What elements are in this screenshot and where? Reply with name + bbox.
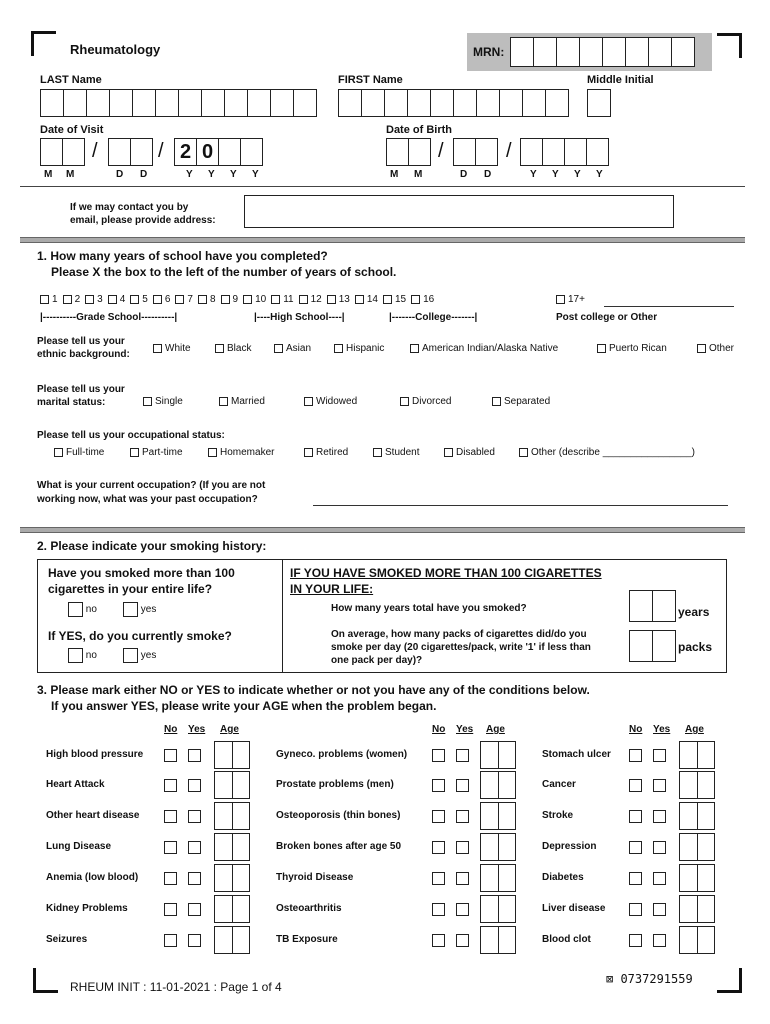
high-school-label: |----High School----| — [254, 312, 345, 323]
condition-yes-checkbox[interactable] — [456, 749, 469, 762]
condition-header-yes: Yes — [456, 724, 474, 735]
condition-yes-checkbox[interactable] — [188, 779, 201, 792]
condition-no-checkbox[interactable] — [164, 779, 177, 792]
condition-header-age: Age — [486, 724, 505, 735]
school-year-option[interactable]: 5 — [130, 294, 148, 305]
condition-no-checkbox[interactable] — [432, 903, 445, 916]
condition-age-field[interactable] — [480, 771, 516, 799]
birth-day-field[interactable] — [453, 138, 497, 166]
condition-label: Anemia (low blood) — [46, 872, 139, 883]
condition-label: Other heart disease — [46, 810, 140, 821]
condition-label: Gyneco. problems (women) — [276, 749, 408, 760]
corner-mark-bottom-left — [33, 968, 58, 993]
condition-no-checkbox[interactable] — [432, 934, 445, 947]
school-year-option[interactable]: 3 — [85, 294, 103, 305]
ethnic-option-black[interactable]: Black — [215, 343, 251, 354]
condition-age-field[interactable] — [679, 926, 715, 954]
if-smoked-heading: IF YOU HAVE SMOKED MORE THAN 100 CIGARETTES IN YOUR LIFE: — [290, 566, 602, 596]
ethnic-option-white[interactable]: White — [153, 343, 191, 354]
school-year-option[interactable]: 14 — [355, 294, 378, 305]
condition-age-field[interactable] — [214, 926, 250, 954]
date-of-visit-label: Date of Visit — [40, 124, 104, 136]
birth-year-field[interactable] — [520, 138, 608, 166]
divider — [20, 186, 745, 187]
q3-title: 3. Please mark either NO or YES to indicate whether or not you have any of the conditions below. If you answer YES, please write your AGE when the problem began. — [37, 683, 590, 713]
middle-initial-label: Middle Initial — [587, 74, 654, 86]
condition-yes-checkbox[interactable] — [653, 779, 666, 792]
condition-yes-checkbox[interactable] — [456, 934, 469, 947]
condition-yes-checkbox[interactable] — [653, 934, 666, 947]
condition-label: Lung Disease — [46, 841, 112, 852]
condition-age-field[interactable] — [480, 926, 516, 954]
mrn-field[interactable] — [510, 37, 694, 67]
condition-yes-checkbox[interactable] — [456, 779, 469, 792]
occ-option-other[interactable]: Other (describe ________________) — [519, 447, 695, 458]
condition-no-checkbox[interactable] — [432, 779, 445, 792]
condition-header-no: No — [629, 724, 643, 735]
visit-month-field[interactable] — [40, 138, 84, 166]
occ-option-student[interactable]: Student — [373, 447, 419, 458]
packs-question: On average, how many packs of cigarettes did/do you smoke per day (20 cigarettes/pack, write '1' if less than one pack per day)? — [331, 629, 591, 666]
condition-no-checkbox[interactable] — [164, 934, 177, 947]
condition-age-field[interactable] — [214, 833, 250, 861]
school-year-option[interactable]: 4 — [108, 294, 126, 305]
school-year-option[interactable]: 2 — [63, 294, 81, 305]
condition-no-checkbox[interactable] — [432, 749, 445, 762]
email-input[interactable] — [244, 195, 674, 228]
condition-no-checkbox[interactable] — [629, 903, 642, 916]
first-name-field[interactable] — [338, 89, 568, 117]
smoked-100-no[interactable]: no — [68, 602, 97, 617]
middle-initial-field[interactable] — [587, 89, 610, 117]
page-title: Rheumatology — [70, 42, 161, 57]
condition-yes-checkbox[interactable] — [188, 903, 201, 916]
condition-label: Diabetes — [542, 872, 584, 883]
marital-option-married[interactable]: Married — [219, 396, 265, 407]
condition-age-field[interactable] — [480, 895, 516, 923]
condition-label: Seizures — [46, 934, 88, 945]
condition-no-checkbox[interactable] — [432, 841, 445, 854]
condition-yes-checkbox[interactable] — [456, 810, 469, 823]
condition-label: TB Exposure — [276, 934, 338, 945]
school-year-option[interactable]: 1 — [40, 294, 58, 305]
currently-smoke-question: If YES, do you currently smoke? — [48, 629, 232, 643]
condition-age-field[interactable] — [214, 895, 250, 923]
condition-label: Prostate problems (men) — [276, 779, 394, 790]
marital-option-widowed[interactable]: Widowed — [304, 396, 357, 407]
school-year-option[interactable]: 16 — [411, 294, 434, 305]
marital-option-divorced[interactable]: Divorced — [400, 396, 451, 407]
smoking-box-divider — [282, 559, 283, 673]
condition-age-field[interactable] — [679, 771, 715, 799]
condition-age-field[interactable] — [679, 741, 715, 769]
date-slash: / — [92, 140, 98, 162]
q1-title: 1. How many years of school have you completed? Please X the box to the left of the number of years of school. — [37, 249, 397, 279]
condition-yes-checkbox[interactable] — [188, 872, 201, 885]
school-years-options — [40, 294, 439, 305]
condition-header-age: Age — [685, 724, 704, 735]
ethnic-option-puerto-rican[interactable]: Puerto Rican — [597, 343, 667, 354]
condition-label: Osteoarthritis — [276, 903, 342, 914]
school-year-option[interactable]: 10 — [243, 294, 266, 305]
condition-age-field[interactable] — [214, 802, 250, 830]
smoked-100-yes[interactable]: yes — [123, 602, 156, 617]
condition-yes-checkbox[interactable] — [188, 934, 201, 947]
condition-label: Liver disease — [542, 903, 606, 914]
ethnic-option-asian[interactable]: Asian — [274, 343, 311, 354]
school-year-option[interactable]: 8 — [198, 294, 216, 305]
condition-age-field[interactable] — [480, 741, 516, 769]
school-year-option[interactable]: 13 — [327, 294, 350, 305]
condition-age-field[interactable] — [214, 741, 250, 769]
years-smoked-question: How many years total have you smoked? — [331, 603, 527, 614]
condition-no-checkbox[interactable] — [432, 872, 445, 885]
condition-yes-checkbox[interactable] — [456, 872, 469, 885]
smoked-100-question: Have you smoked more than 100 cigarettes in your entire life? — [48, 566, 235, 596]
condition-no-checkbox[interactable] — [629, 779, 642, 792]
visit-year-field[interactable] — [174, 138, 262, 166]
condition-no-checkbox[interactable] — [629, 841, 642, 854]
marital-option-single[interactable]: Single — [143, 396, 183, 407]
corner-mark-top-left — [31, 31, 56, 56]
first-name-label: FIRST Name — [338, 74, 403, 86]
occ-option-homemaker[interactable]: Homemaker — [208, 447, 274, 458]
condition-age-field[interactable] — [480, 833, 516, 861]
condition-header-yes: Yes — [188, 724, 206, 735]
date-slash: / — [506, 140, 512, 162]
condition-no-checkbox[interactable] — [164, 872, 177, 885]
condition-header-yes: Yes — [653, 724, 671, 735]
condition-no-checkbox[interactable] — [164, 903, 177, 916]
birth-month-field[interactable] — [386, 138, 430, 166]
condition-header-no: No — [164, 724, 178, 735]
condition-age-field[interactable] — [480, 802, 516, 830]
condition-no-checkbox[interactable] — [629, 749, 642, 762]
school-year-option[interactable]: 9 — [221, 294, 239, 305]
occ-option-full-time[interactable]: Full-time — [54, 447, 104, 458]
condition-label: High blood pressure — [46, 749, 144, 760]
years-unit: years — [678, 605, 710, 619]
condition-label: Stomach ulcer — [542, 749, 611, 760]
occupational-label: Please tell us your occupational status: — [37, 430, 225, 441]
ethnic-label: Please tell us your ethnic background: — [37, 336, 130, 360]
condition-age-field[interactable] — [679, 864, 715, 892]
footer-barcode-number: ⊠ 0737291559 — [606, 972, 693, 986]
ethnic-option-hispanic[interactable]: Hispanic — [334, 343, 384, 354]
condition-label: Heart Attack — [46, 779, 105, 790]
school-year-option[interactable]: 6 — [153, 294, 171, 305]
last-name-field[interactable] — [40, 89, 316, 117]
condition-header-no: No — [432, 724, 446, 735]
date-of-birth-label: Date of Birth — [386, 124, 452, 136]
packs-field[interactable] — [629, 630, 675, 662]
ethnic-option-other[interactable]: Other — [697, 343, 734, 354]
condition-header-age: Age — [220, 724, 239, 735]
condition-no-checkbox[interactable] — [164, 841, 177, 854]
condition-yes-checkbox[interactable] — [653, 810, 666, 823]
college-label: |-------College-------| — [389, 312, 478, 323]
occupation-answer-line[interactable] — [313, 505, 728, 506]
condition-no-checkbox[interactable] — [629, 872, 642, 885]
post-college-label: Post college or Other — [556, 312, 658, 323]
years-smoked-field[interactable] — [629, 590, 675, 622]
year-digit: 0 — [196, 138, 219, 166]
condition-yes-checkbox[interactable] — [456, 903, 469, 916]
condition-yes-checkbox[interactable] — [653, 872, 666, 885]
condition-yes-checkbox[interactable] — [653, 749, 666, 762]
school-year-option[interactable]: 11 — [271, 294, 293, 305]
condition-label: Osteoporosis (thin bones) — [276, 810, 401, 821]
condition-label: Broken bones after age 50 — [276, 841, 402, 852]
marital-option-separated[interactable]: Separated — [492, 396, 550, 407]
footer-form-id: RHEUM INIT : 11-01-2021 : Page 1 of 4 — [70, 980, 282, 994]
ethnic-option-american-indian[interactable]: American Indian/Alaska Native — [410, 343, 558, 354]
mrn-label: MRN: — [473, 45, 505, 59]
occ-option-part-time[interactable]: Part-time — [130, 447, 183, 458]
condition-label: Blood clot — [542, 934, 591, 945]
section-divider — [20, 527, 745, 533]
condition-age-field[interactable] — [679, 895, 715, 923]
corner-mark-bottom-right — [717, 968, 742, 993]
occ-option-disabled[interactable]: Disabled — [444, 447, 495, 458]
occupation-question: What is your current occupation? (If you are not working now, what was your past occupation? — [37, 480, 266, 505]
condition-age-field[interactable] — [679, 833, 715, 861]
condition-yes-checkbox[interactable] — [653, 903, 666, 916]
condition-age-field[interactable] — [214, 771, 250, 799]
last-name-label: LAST Name — [40, 74, 102, 86]
visit-day-field[interactable] — [108, 138, 152, 166]
condition-no-checkbox[interactable] — [432, 810, 445, 823]
currently-smoke-no[interactable]: no — [68, 648, 97, 663]
school-year-option[interactable]: 12 — [299, 294, 322, 305]
year-digit: 2 — [174, 138, 197, 166]
condition-label: Kidney Problems — [46, 903, 128, 914]
condition-age-field[interactable] — [679, 802, 715, 830]
condition-no-checkbox[interactable] — [164, 810, 177, 823]
packs-unit: packs — [678, 640, 713, 654]
condition-yes-checkbox[interactable] — [456, 841, 469, 854]
other-school-line[interactable] — [604, 306, 734, 307]
condition-age-field[interactable] — [214, 864, 250, 892]
condition-no-checkbox[interactable] — [629, 810, 642, 823]
condition-yes-checkbox[interactable] — [188, 810, 201, 823]
condition-no-checkbox[interactable] — [164, 749, 177, 762]
grade-school-label: |----------Grade School----------| — [40, 312, 178, 323]
email-label: If we may contact you by email, please provide address: — [70, 202, 216, 226]
year-17-option[interactable]: 17+ — [556, 294, 585, 305]
condition-age-field[interactable] — [480, 864, 516, 892]
date-slash: / — [158, 140, 164, 162]
condition-label: Stroke — [542, 810, 574, 821]
q2-title: 2. Please indicate your smoking history: — [37, 539, 267, 553]
condition-yes-checkbox[interactable] — [188, 841, 201, 854]
date-slash: / — [438, 140, 444, 162]
condition-yes-checkbox[interactable] — [188, 749, 201, 762]
school-year-option[interactable]: 15 — [383, 294, 406, 305]
condition-no-checkbox[interactable] — [629, 934, 642, 947]
marital-label: Please tell us your marital status: — [37, 384, 125, 408]
condition-label: Depression — [542, 841, 597, 852]
section-divider — [20, 237, 745, 243]
occ-option-retired[interactable]: Retired — [304, 447, 348, 458]
currently-smoke-yes[interactable]: yes — [123, 648, 156, 663]
condition-yes-checkbox[interactable] — [653, 841, 666, 854]
condition-label: Cancer — [542, 779, 576, 790]
school-year-option[interactable]: 7 — [175, 294, 193, 305]
corner-mark-top-right — [717, 33, 742, 58]
condition-label: Thyroid Disease — [276, 872, 354, 883]
